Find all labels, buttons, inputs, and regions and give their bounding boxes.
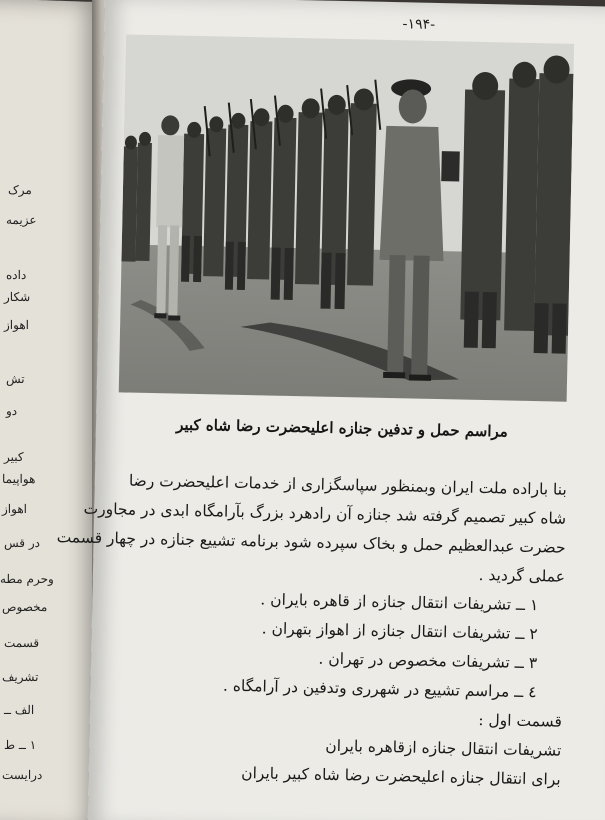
- left-fragment: تش: [6, 372, 25, 386]
- section-title: قسمت اول :: [478, 710, 563, 731]
- left-page-text-fragments: [0, 0, 100, 820]
- section-line: تشریفات انتقال جنازه ازقاهره بایران: [325, 736, 562, 760]
- page-number: -۱۹۴-: [402, 16, 436, 33]
- paragraph-line: عملی گردید .: [478, 565, 566, 586]
- left-fragment: کبیر: [4, 450, 24, 464]
- left-fragment: اهواز: [2, 502, 27, 516]
- left-fragment: مرک: [8, 183, 32, 197]
- left-fragment: عزیمه: [6, 213, 37, 227]
- paragraph-line: حضرت عبدالعظیم حمل و بخاک سپرده شود برنامه تشییع جنازه در چهار قسمت: [56, 528, 566, 557]
- list-item: ۲ ــ تشریفات انتقال جنازه از اهواز بتهران .: [261, 619, 538, 644]
- left-fragment: ۱ ــ ط: [4, 738, 37, 752]
- left-fragment: داده: [6, 268, 27, 282]
- section-line: برای انتقال جنازه اعلیحضرت رضا شاه کبیر بایران: [241, 764, 561, 789]
- left-fragment: الف ــ: [4, 703, 35, 717]
- list-item: ٤ ــ مراسم تشییع در شهرری وتدفین در آرامگاه .: [222, 676, 537, 702]
- paragraph-line: شاه کبیر تصمیم گرفته شد جنازه آن رادهرد بزرگ بآرامگاه ابدی در مجاورت: [83, 499, 567, 528]
- left-fragment: قسمت: [4, 636, 40, 650]
- left-fragment: هواپیما: [2, 472, 36, 486]
- body-text: [56, 466, 567, 794]
- left-fragment: در قس: [4, 536, 40, 550]
- list-item: ۳ ــ تشریفات مخصوص در تهران .: [318, 649, 538, 673]
- left-fragment: درایست: [2, 768, 43, 782]
- photo-caption: مراسم حمل و تدفین جنازه اعلیحضرت رضا شاه کبیر: [175, 415, 509, 441]
- left-fragment: مخصوص: [2, 600, 48, 614]
- list-item: ۱ ــ تشریفات انتقال جنازه از قاهره بایران .: [260, 590, 539, 615]
- left-fragment: شکار: [4, 290, 31, 304]
- left-fragment: اهواز: [4, 318, 29, 332]
- left-fragment: دو: [6, 404, 18, 418]
- left-fragment: وحرم مطه: [0, 572, 54, 586]
- paragraph-line: بنا باراده ملت ایران وبمنظور سپاسگزاری از خدمات اعلیحضرت رضا: [128, 471, 567, 499]
- left-fragment: تشریف: [2, 670, 39, 684]
- ceremony-photograph: [119, 34, 574, 401]
- right-book-page: [56, 0, 605, 820]
